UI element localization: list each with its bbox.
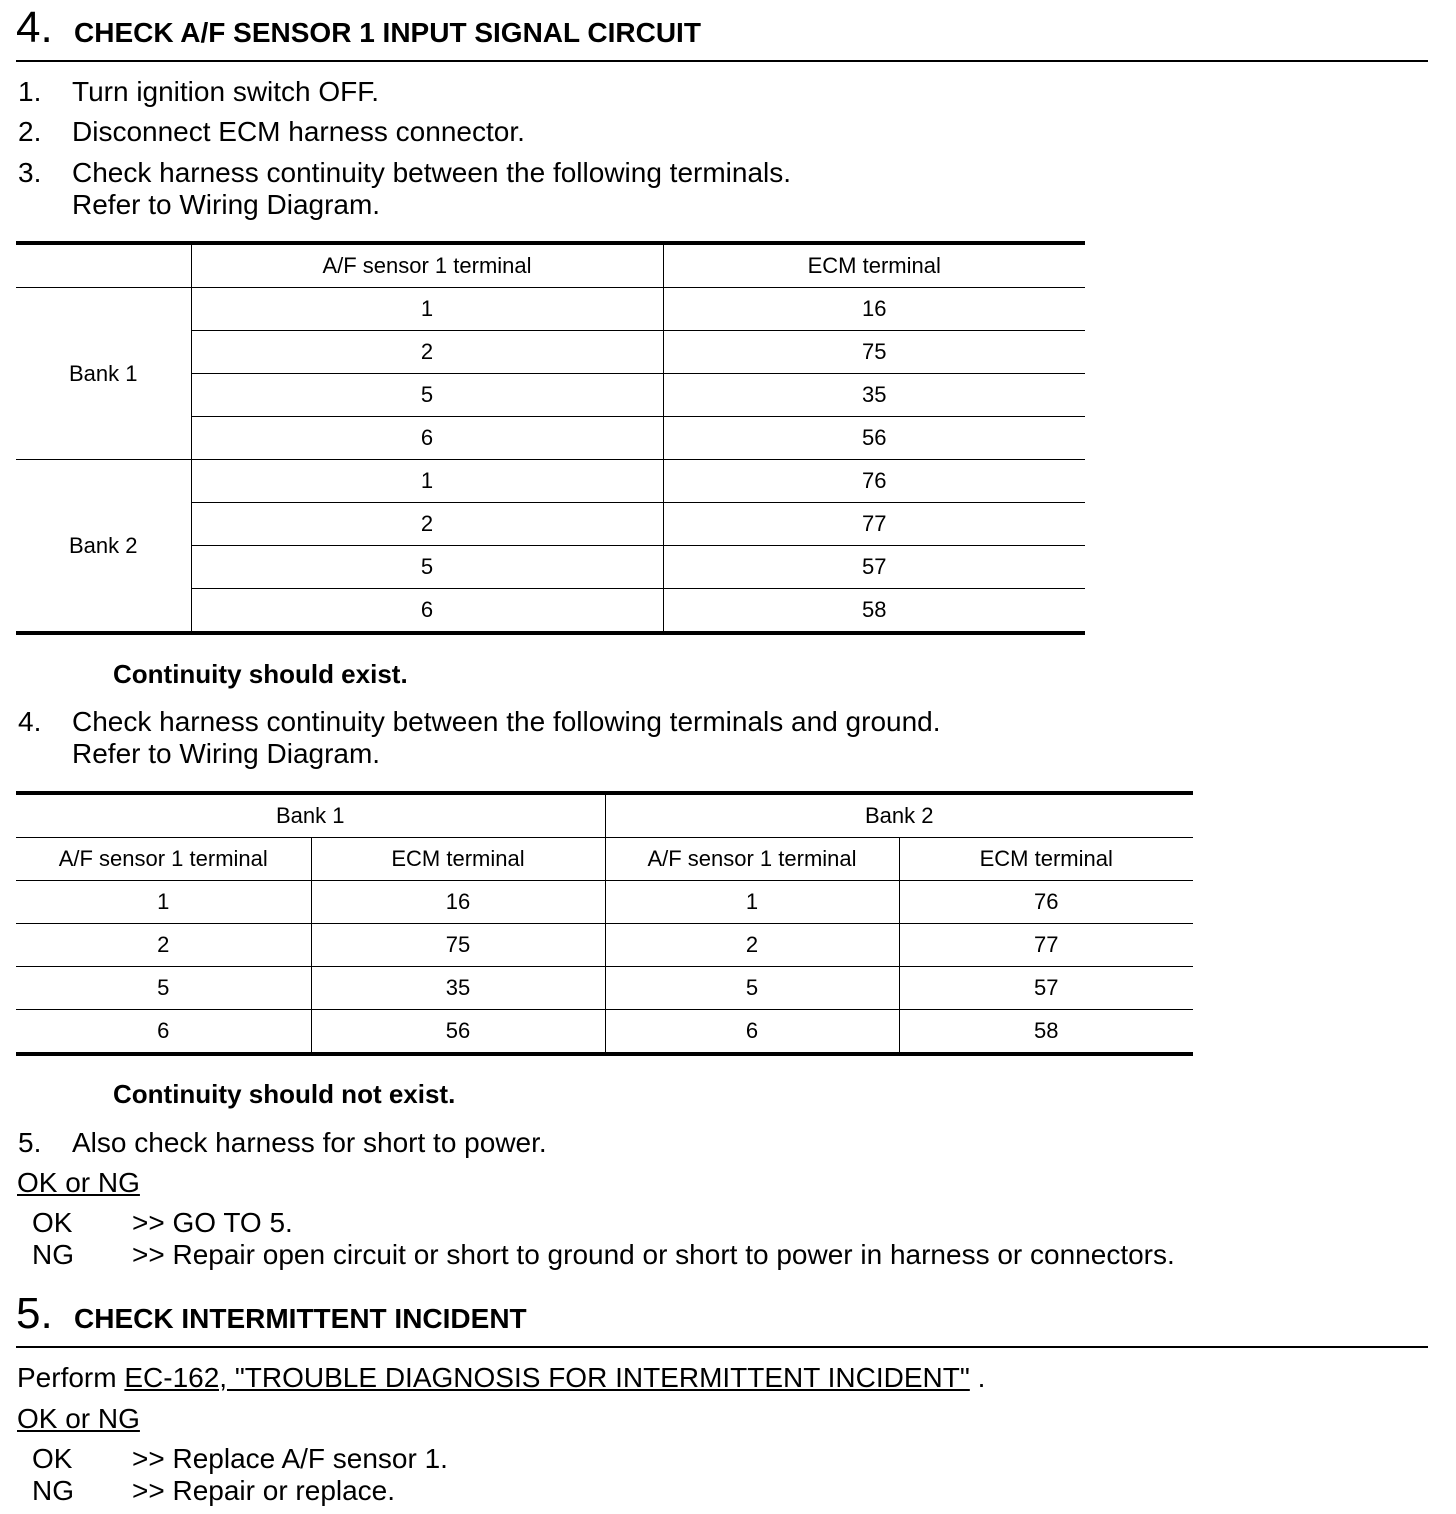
table-cell: 35 <box>311 967 605 1010</box>
continuity-table-ground <box>16 791 1193 1056</box>
table-cell: 76 <box>899 881 1193 924</box>
table-bank-header-row <box>16 793 1193 838</box>
table-cell: 1 <box>191 460 663 503</box>
instruction-4-number: 4. <box>18 706 42 737</box>
table-header-cell <box>16 243 191 288</box>
table-cell: 75 <box>311 924 605 967</box>
table-cell: 16 <box>311 881 605 924</box>
instruction-4-text: Check harness continuity between the following terminals and ground. <box>72 706 941 737</box>
table-header-row <box>16 243 1085 288</box>
table-cell: 35 <box>663 374 1085 417</box>
continuity-result-2: Continuity should not exist. <box>113 1079 456 1109</box>
perform-line <box>17 1362 985 1394</box>
table-row <box>16 460 1085 503</box>
table-cell: 2 <box>605 924 899 967</box>
table-cell: 57 <box>899 967 1193 1010</box>
instruction-3-text: Check harness continuity between the following terminals. <box>72 157 792 188</box>
table-row <box>16 1010 1193 1055</box>
continuity-table-terminals <box>16 241 1085 635</box>
step-5-number: 5. <box>16 1289 53 1338</box>
instruction-3-sub-text: Refer to Wiring Diagram. <box>72 189 381 220</box>
instruction-3-number: 3. <box>18 157 42 188</box>
table-cell: 58 <box>899 1010 1193 1055</box>
table-cell: 5 <box>191 546 663 589</box>
table-header-cell: A/F sensor 1 terminal <box>191 243 663 288</box>
table-cell: 58 <box>663 589 1085 634</box>
table-row <box>16 288 1085 331</box>
instruction-2-text: Disconnect ECM harness connector. <box>72 116 525 147</box>
step-4-header <box>16 2 1428 62</box>
ng-result-step5 <box>16 1475 1416 1507</box>
instruction-5-number: 5. <box>18 1127 42 1158</box>
step-4-number: 4. <box>16 3 53 52</box>
table-header-cell: A/F sensor 1 terminal <box>16 838 311 881</box>
table-cell: 6 <box>157 1018 170 1043</box>
instruction-5-text: Also check harness for short to power. <box>72 1127 547 1158</box>
table-cell: 76 <box>663 460 1085 503</box>
bank-label: Bank 1 <box>16 288 191 460</box>
table-header-cell: A/F sensor 1 terminal <box>605 838 899 881</box>
instruction-1-text: Turn ignition switch OFF. <box>72 76 380 107</box>
ng-code: NG <box>32 1475 74 1506</box>
table-cell: 75 <box>663 331 1085 374</box>
table-cell: 77 <box>663 503 1085 546</box>
table-cell: 1 <box>605 881 899 924</box>
table-row <box>16 924 1193 967</box>
table-cell: 5 <box>191 374 663 417</box>
table-cell: 5 <box>16 967 311 1010</box>
trouble-diagnosis-link[interactable]: EC-162, "TROUBLE DIAGNOSIS FOR INTERMITTENT INCIDENT" <box>124 1362 970 1393</box>
ok-result-step4 <box>16 1207 1416 1239</box>
table-cell: 57 <box>663 546 1085 589</box>
table-cell: 2 <box>191 503 663 546</box>
instruction-4-sub-text: Refer to Wiring Diagram. <box>72 738 381 769</box>
ng-code: NG <box>32 1239 74 1270</box>
bank-label: Bank 2 <box>69 532 138 558</box>
ng-result-step4 <box>16 1239 1416 1271</box>
table-header-cell: ECM terminal <box>663 243 1085 288</box>
instruction-1-number: 1. <box>18 76 42 107</box>
table-row <box>16 967 1193 1010</box>
ng-action: >> Repair or replace. <box>132 1475 396 1506</box>
table-cell: 6 <box>191 589 663 634</box>
bank-1-header: Bank 1 <box>16 793 605 838</box>
perform-prefix: Perform <box>17 1362 125 1393</box>
table-cell: 56 <box>663 417 1085 460</box>
continuity-result-1: Continuity should exist. <box>113 659 408 689</box>
table-cell: 6 <box>191 417 663 460</box>
table-row <box>16 881 1193 924</box>
table-cell: 56 <box>311 1010 605 1055</box>
table-cell: 1 <box>191 288 663 331</box>
instruction-2-number: 2. <box>18 116 42 147</box>
table-header-cell: ECM terminal <box>311 838 605 881</box>
table-cell: 1 <box>16 881 311 924</box>
ok-or-ng-label-step4: OK or NG <box>17 1167 140 1198</box>
ok-action: >> Replace A/F sensor 1. <box>132 1443 448 1474</box>
table-header-cell: ECM terminal <box>899 838 1193 881</box>
table-cell: 77 <box>899 924 1193 967</box>
step-5-header <box>16 1288 1428 1348</box>
table-header-row <box>16 838 1193 881</box>
bank-2-header: Bank 2 <box>605 793 1193 838</box>
step-5-title: CHECK INTERMITTENT INCIDENT <box>74 1303 527 1334</box>
ng-action: >> Repair open circuit or short to ground or short to power in harness or connectors. <box>132 1239 1175 1270</box>
step-4-title: CHECK A/F SENSOR 1 INPUT SIGNAL CIRCUIT <box>74 17 701 48</box>
table-cell: 5 <box>605 967 899 1010</box>
ok-result-step5 <box>16 1443 1416 1475</box>
table-cell: 16 <box>663 288 1085 331</box>
perform-suffix: . <box>969 1362 986 1393</box>
ok-action: >> GO TO 5. <box>132 1207 293 1238</box>
table-cell: 2 <box>16 924 311 967</box>
ok-or-ng-label-step5: OK or NG <box>17 1403 140 1434</box>
ok-code: OK <box>32 1207 73 1238</box>
ok-code: OK <box>32 1443 73 1474</box>
table-cell: 6 <box>605 1010 899 1055</box>
table-cell: 2 <box>191 331 663 374</box>
